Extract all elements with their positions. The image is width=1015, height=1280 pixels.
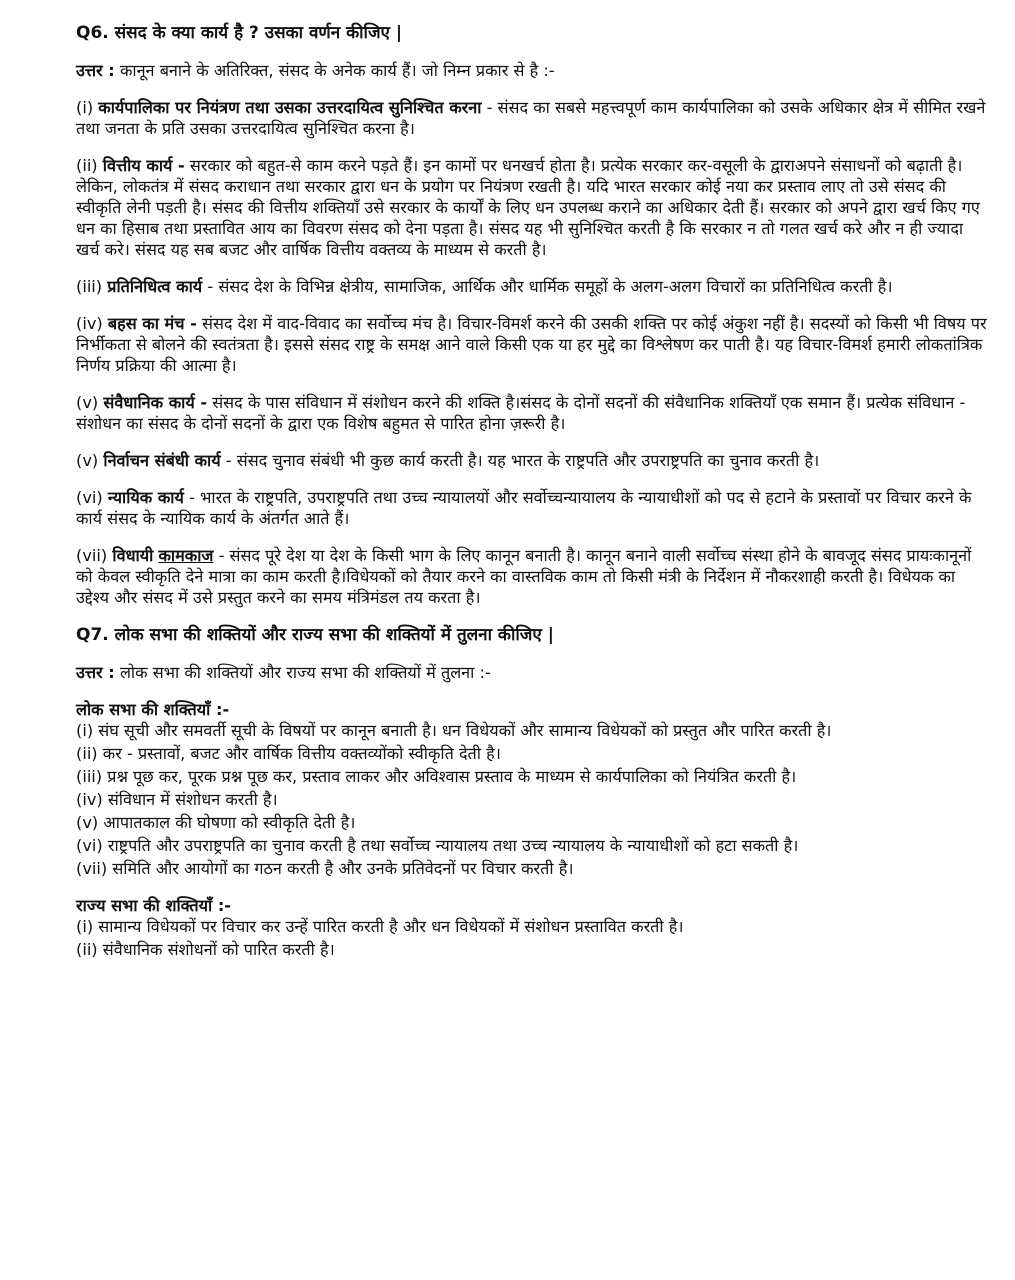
point-number: (vi) (76, 488, 103, 507)
question-7-heading: Q7. लोक सभा की शक्तियों और राज्य सभा की शक्तियों में तुलना कीजिए | (76, 625, 554, 645)
point-text: सरकार को बहुत-से काम करने पड़ते हैं। इन कामों पर धनखर्च होता है। प्रत्येक सरकार कर-वसूली के द्वाराअपने संसाधनों को बढ़ाती है। लेकिन, लोकतंत्र में संसद कराधान तथा सरकार द्वारा धन के प्रयोग पर नियंत्रण रखती है। यदि भारत सरकार कोई नया कर प्रस्ताव लाए तो उसे संसद की स्वीकृति लेनी पड़ती है। संसद की वित्तीय शक्तियाँ उसे सरकार के कार्यों के लिए धन उपलब्ध कराने का अधिकार देती हैं। सरकार को अपने द्वारा खर्च किए गए धन का हिसाब तथा प्रस्तावित आय का विवरण संसद को देना पड़ता है। संसद यह भी सुनिश्चित करती है कि सरकार न तो गलत खर्च करे और न ही ज्यादा खर्च करे। संसद यह सब बजट और वार्षिक वित्तीय वक्तव्य के माध्यम से करती है। (76, 156, 980, 259)
point-text: - संसद का सबसे महत्त्वपूर्ण काम कार्यपालिका को उसके अधिकार क्षेत्र में सीमित रखने तथा जनता के प्रति उसका उत्तरदायित्व सुनिश्चित करना है। (76, 98, 986, 138)
point-text: - संसद देश के विभिन्न क्षेत्रीय, सामाजिक, आर्थिक और धार्मिक समूहों के अलग-अलग विचारों का प्रतिनिधित्व करती है। (207, 277, 893, 296)
point-number: (v) (76, 393, 99, 412)
list-item: (i) संघ सूची और समवर्ती सूची के विषयों पर कानून बनाती है। धन विधेयकों और सामान्य विधेयकों को प्रस्तुत और पारित करती है। (76, 721, 832, 740)
point-title: संवैधानिक कार्य - (103, 393, 208, 412)
point-title-underlined: कामकाज (158, 546, 214, 565)
q6-point-7 (76, 487, 989, 529)
point-title: वित्तीय कार्य - (102, 156, 185, 175)
list-item: (ii) कर - प्रस्तावों, बजट और वार्षिक वित्तीय वक्तव्योंको स्वीकृति देती है। (76, 744, 501, 763)
point-number: (iii) (76, 277, 103, 296)
q6-point-5 (76, 392, 989, 434)
lok-sabha-powers-list (76, 720, 989, 879)
answer-label: उत्तर : (76, 663, 115, 682)
answer-intro-text: कानून बनाने के अतिरिक्त, संसद के अनेक कार्य हैं। जो निम्न प्रकार से है :- (119, 61, 555, 80)
point-number: (vii) (76, 546, 108, 565)
list-item: (vi) राष्ट्रपति और उपराष्ट्रपति का चुनाव करती है तथा सर्वोच्च न्यायालय तथा उच्च न्यायालय के न्यायाधीशों को हटा सकती है। (76, 836, 799, 855)
list-item: (iii) प्रश्न पूछ कर, पूरक प्रश्न पूछ कर, प्रस्ताव लाकर और अविश्वास प्रस्ताव के माध्यम से कार्यपालिका को नियंत्रित करती है। (76, 767, 797, 786)
list-item: (vii) समिति और आयोगों का गठन करती है और उनके प्रतिवेदनों पर विचार करती है। (76, 859, 574, 878)
point-title: निर्वाचन संबंधी कार्य (103, 451, 221, 470)
rajya-sabha-powers-list (76, 916, 989, 960)
list-item: (iv) संविधान में संशोधन करती है। (76, 790, 278, 809)
list-item: (ii) संवैधानिक संशोधनों को पारित करती है। (76, 940, 335, 959)
point-number: (iv) (76, 314, 103, 333)
point-number: (ii) (76, 156, 98, 175)
question-6-heading: Q6. संसद के क्या कार्य है ? उसका वर्णन कीजिए | (76, 23, 403, 43)
list-item: (i) सामान्य विधेयकों पर विचार कर उन्हें पारित करती है और धन विधेयकों में संशोधन प्रस्तावित करती है। (76, 917, 684, 936)
q6-point-2 (76, 155, 989, 260)
point-title: न्यायिक कार्य (107, 488, 184, 507)
q6-answer-intro (76, 60, 989, 81)
point-title: कार्यपालिका पर नियंत्रण तथा उसका उत्तरदायित्व सुनिश्चित करना (98, 98, 482, 117)
point-number: (i) (76, 98, 94, 117)
answer-intro-text: लोक सभा की शक्तियों और राज्य सभा की शक्तियों में तुलना :- (119, 663, 491, 682)
point-text: संसद के पास संविधान में संशोधन करने की शक्ति है।संसद के दोनों सदनों की संवैधानिक शक्तियाँ एक समान हैं। प्रत्येक संविधान - संशोधन का संसद के दोनों सदनों के द्वारा एक विशेष बहुमत से पारित होना ज़रूरी है। (76, 393, 966, 433)
point-number: (v) (76, 451, 99, 470)
point-text: - संसद पूरे देश या देश के किसी भाग के लिए कानून बनाती है। कानून बनाने वाली सर्वोच्च संस्था होने के बावजूद संसद प्रायःकानूनों को केवल स्वीकृति देने मात्रा का काम करती है।विधेयकों को तैयार करने का वास्तविक काम तो किसी मंत्री के निर्देशन में नौकरशाही करती है। विधेयक का उद्देश्य और संसद में उसे प्रस्तुत करने का समय मंत्रिमंडल तय करता है। (76, 546, 972, 607)
q6-point-4 (76, 313, 989, 376)
point-title: प्रतिनिधित्व कार्य (107, 277, 203, 296)
q7-answer-intro (76, 662, 989, 683)
point-title: बहस का मंच - (107, 314, 197, 333)
point-text: - भारत के राष्ट्रपति, उपराष्ट्रपति तथा उच्च न्यायालयों और सर्वोच्चन्यायालय के न्यायाधीशों को पद से हटाने के प्रस्तावों पर विचार करने के कार्य संसद के न्यायिक कार्य के अंतर्गत आते हैं। (76, 488, 972, 528)
point-text: संसद देश में वाद-विवाद का सर्वोच्च मंच है। विचार-विमर्श करने की उसकी शक्ति पर कोई अंकुश नहीं है। सदस्यों को किसी भी विषय पर निर्भीकता से बोलने की स्वतंत्रता है। इससे संसद राष्ट्र के समक्ष आने वाले किसी एक या हर मुद्दे का विश्लेषण कर पाती है। यह विचार-विमर्श हमारी लोकतांत्रिक निर्णय प्रक्रिया की आत्मा है। (76, 314, 987, 375)
q6-point-1 (76, 97, 989, 139)
q6-point-6 (76, 450, 989, 471)
rajya-sabha-heading: राज्य सभा की शक्तियाँ :- (76, 896, 232, 915)
q6-point-8 (76, 545, 989, 608)
point-text: - संसद चुनाव संबंधी भी कुछ कार्य करती है। यह भारत के राष्ट्रपति और उपराष्ट्रपति का चुनाव करती है। (225, 451, 820, 470)
lok-sabha-heading: लोक सभा की शक्तियाँ :- (76, 700, 230, 719)
answer-label: उत्तर : (76, 61, 115, 80)
q6-point-3 (76, 276, 989, 297)
point-title: विधायी (112, 546, 154, 565)
list-item: (v) आपातकाल की घोषणा को स्वीकृति देती है। (76, 813, 356, 832)
